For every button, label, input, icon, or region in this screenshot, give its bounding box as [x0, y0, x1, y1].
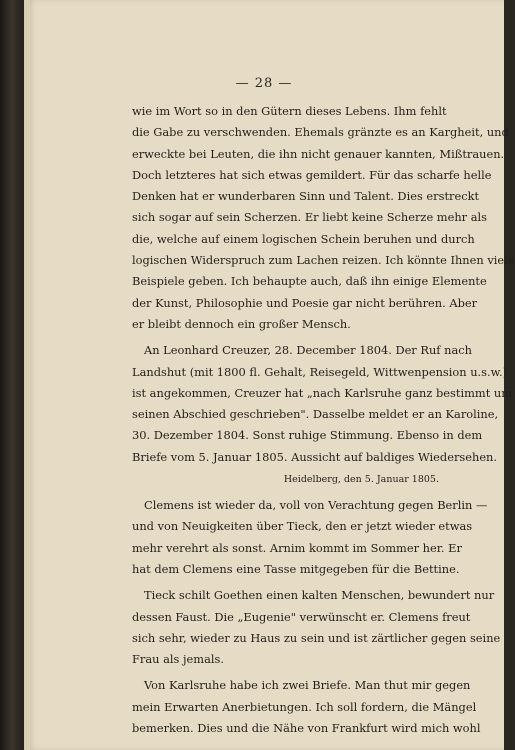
text-line: erweckte bei Leuten, die ihn nicht genauer kannten, Mißtrauen. — [132, 146, 505, 161]
paragraph — [132, 495, 488, 580]
text-line: mein Erwarten Anerbietungen. Ich soll fordern, die Mängel — [132, 699, 477, 714]
text-line: 30. Dezember 1804. Sonst ruhige Stimmung. Ebenso in dem — [132, 428, 483, 443]
text-line: mehr verehrt als sonst. Arnim kommt im Sommer her. Er — [132, 540, 462, 555]
text-line: hat dem Clemens eine Tasse mitgegeben für die Bettine. — [132, 561, 460, 576]
paragraph — [132, 101, 515, 335]
page-body — [132, 101, 515, 739]
text-line: sich sehr, wieder zu Haus zu sein und ist zärtlicher gegen seine — [132, 630, 501, 645]
page-edge — [24, 0, 30, 750]
text-line: die, welche auf einem logischen Schein beruhen und durch — [132, 231, 475, 246]
text-line: dessen Faust. Die „Eugenie" verwünscht er. Clemens freut — [132, 609, 471, 624]
paragraph — [132, 585, 501, 670]
text-line: Clemens ist wieder da, voll von Verachtung gegen Berlin — — [144, 498, 488, 513]
book-page — [24, 0, 515, 750]
text-line: logischen Widerspruch zum Lachen reizen. Ich könnte Ihnen viele — [132, 253, 515, 268]
page-number: — 28 — — [235, 76, 293, 91]
text-line: und von Neuigkeiten über Tieck, den er jetzt wieder etwas — [132, 519, 473, 534]
paragraph — [132, 340, 513, 468]
text-line: wie im Wort so in den Gütern dieses Lebens. Ihm fehlt — [132, 104, 447, 118]
text-line: der Kunst, Philosophie und Poesie gar nicht berühren. Aber — [132, 295, 478, 310]
text-line: ist angekommen, Creuzer hat „nach Karlsruhe ganz bestimmt um — [132, 385, 513, 400]
text-line: seinen Abschied geschrieben". Dasselbe meldet er an Karoline, — [132, 407, 499, 422]
text-line: die Gabe zu verschwenden. Ehemals gränzte es an Kargheit, und — [132, 125, 509, 140]
text-line: bemerken. Dies und die Nähe von Frankfurt wird mich wohl — [132, 721, 481, 736]
text-line: Briefe vom 5. Januar 1805. Aussicht auf baldiges Wiedersehen. — [132, 449, 498, 464]
text-line: Von Karlsruhe habe ich zwei Briefe. Man thut mir gegen — [144, 678, 471, 693]
text-line: An Leonhard Creuzer, 28. December 1804. Der Ruf nach — [144, 343, 472, 358]
text-line: Tieck schilt Goethen einen kalten Menschen, bewundert nur — [144, 588, 495, 603]
text-line: Landshut (mit 1800 fl. Gehalt, Reisegeld, Wittwenpension u.s.w.) — [132, 364, 508, 379]
text-line: sich sogar auf sein Scherzen. Er liebt keine Scherze mehr als — [132, 210, 488, 225]
book-spine — [0, 0, 26, 750]
text-line: er bleibt dennoch ein großer Mensch. — [132, 316, 351, 331]
paragraph — [132, 675, 481, 739]
text-line: Beispiele geben. Ich behaupte auch, daß ihn einige Elemente — [132, 274, 487, 289]
text-line: Doch letzteres hat sich etwas gemildert. Für das scharfe helle — [132, 167, 492, 182]
text-line: Frau als jemals. — [132, 652, 224, 667]
text-line: Denken hat er wunderbaren Sinn und Talent. Dies erstreckt — [132, 189, 480, 204]
letter-dateline: Heidelberg, den 5. Januar 1805. — [283, 474, 439, 486]
